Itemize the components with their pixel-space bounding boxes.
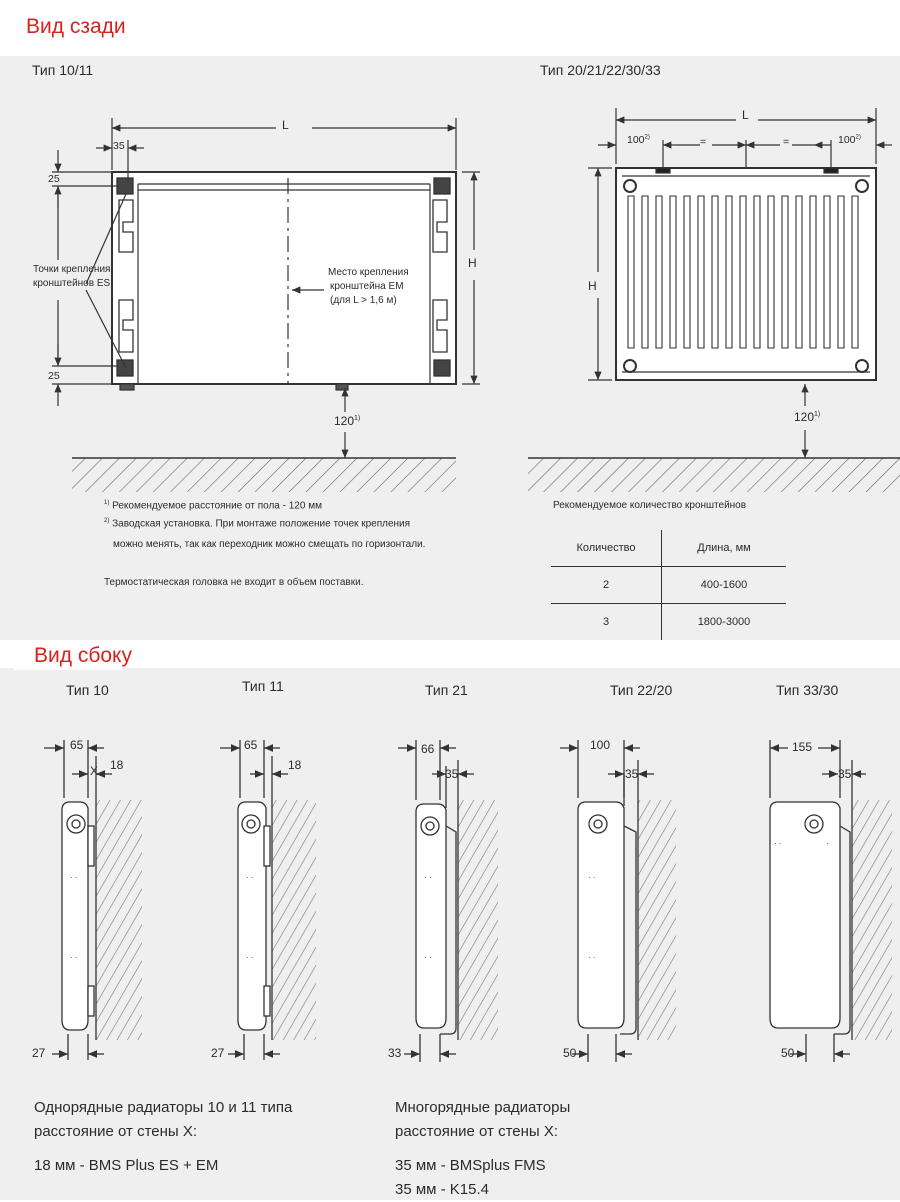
- side-type-10-dim-bottom: 27: [32, 1046, 46, 1060]
- rear-type-b-title: Тип 20/21/22/30/33: [540, 62, 661, 78]
- rear-type-a-title: Тип 10/11: [32, 62, 94, 78]
- brackets-table-title: Рекомендуемое количество кронштейнов: [553, 500, 747, 511]
- side-type-33-30-dim-top: 155: [792, 740, 813, 754]
- svg-text:· ·: · ·: [246, 953, 254, 962]
- rear-type-b-sup-right: 2): [855, 134, 861, 141]
- side-type-22-20-dim-top: 100: [590, 738, 611, 752]
- rear-type-a-dim-L: L: [282, 118, 289, 132]
- side-type-11-dim-bottom: 27: [211, 1046, 225, 1060]
- rear-type-b-dim-120: [794, 410, 820, 424]
- rear-type-a-dim-120-sup: 1): [354, 415, 361, 422]
- rear-type-b-eq-left: =: [700, 136, 707, 148]
- multi-row-line-2: расстояние от стены X:: [395, 1123, 559, 1140]
- brackets-table-cell: 1800-3000: [697, 616, 751, 628]
- brackets-table: [551, 530, 786, 640]
- side-type-10-dim-top: 65: [70, 738, 84, 752]
- side-type-10-dim-x: X: [90, 764, 99, 778]
- label-es-line-2: кронштейнов ES: [33, 278, 111, 289]
- brackets-table-cell: 3: [551, 604, 662, 641]
- rear-type-b-dim-L: L: [742, 108, 749, 122]
- footnote-1-text: Рекомендуемое расстояние от пола - 120 мм: [112, 500, 322, 512]
- side-type-10-dim-gap: 18: [110, 758, 124, 772]
- footnote-2-continued: можно менять, так как переходник можно смещать по горизонтали.: [113, 539, 426, 550]
- side-type-22-20-dim-gap: 35: [625, 767, 639, 781]
- footnote-2-marker: 2): [104, 518, 110, 524]
- multi-row-line-4: 35 мм - K15.4: [395, 1181, 490, 1198]
- single-row-line-2: расстояние от стены X:: [34, 1123, 198, 1140]
- side-type-10-title: Тип 10: [66, 682, 109, 698]
- rear-type-b-dim-100-left: [627, 134, 650, 146]
- multi-row-description: [395, 1096, 695, 1202]
- rear-type-b-sup-left: 2): [644, 134, 650, 141]
- rear-type-b-dim-120-value: 120: [794, 410, 815, 424]
- footnote-2: [104, 518, 410, 529]
- side-type-22-20-dim-bottom: 50: [563, 1046, 577, 1060]
- side-type-11-dim-top: 65: [244, 738, 258, 752]
- rear-type-b-dim-120-sup: 1): [814, 411, 821, 418]
- footnote-1: [104, 500, 322, 511]
- footnote-1-marker: 1): [104, 500, 110, 506]
- single-row-description: [34, 1096, 374, 1178]
- svg-text:· ·: · ·: [246, 873, 254, 882]
- rear-type-a-dim-120-value: 120: [334, 414, 355, 428]
- svg-text:· ·: · ·: [70, 873, 78, 882]
- brackets-table-header-qty: Количество: [551, 530, 662, 567]
- radiator-rear-type-20-33: [588, 108, 892, 458]
- side-type-21-title: Тип 21: [425, 682, 468, 698]
- rear-type-b-eq-right: =: [783, 136, 790, 148]
- side-type-21-dim-top: 66: [421, 742, 435, 756]
- side-type-33-30-dim-gap: 35: [838, 767, 852, 781]
- table-row: [551, 604, 786, 641]
- side-type-33-30-dim-bottom: 50: [781, 1046, 795, 1060]
- label-em-line-3: (для L > 1,6 м): [330, 295, 397, 306]
- svg-text:· ·: · ·: [70, 953, 78, 962]
- side-type-33-30: [770, 740, 892, 1062]
- svg-text:· ·: · ·: [424, 873, 432, 882]
- rear-type-b-dim-100-right: [838, 134, 861, 146]
- radiator-rear-type-10-11: [52, 118, 480, 458]
- thermo-note: Термостатическая головка не входит в объем поставки.: [104, 577, 364, 588]
- brackets-table-cell: 2: [551, 567, 662, 604]
- rear-type-a-dim-H: H: [468, 256, 477, 270]
- brackets-table-cell: 400-1600: [662, 567, 787, 604]
- side-type-11-title: Тип 11: [242, 678, 284, 694]
- single-row-line-3: 18 мм - BMS Plus ES + EM: [34, 1157, 219, 1174]
- rear-type-b-dim-100-right-value: 100: [838, 134, 856, 146]
- side-type-22-20: [560, 740, 676, 1062]
- side-type-21-dim-gap: 35: [445, 767, 459, 781]
- svg-text:· ·: · ·: [424, 953, 432, 962]
- table-row: [551, 567, 786, 604]
- side-type-10: [44, 740, 142, 1060]
- rear-type-a-dim-25-top: 25: [48, 173, 60, 185]
- label-es-line-1: Точки крепления: [33, 264, 111, 275]
- rear-type-a-dim-35: 35: [113, 140, 125, 152]
- label-em-line-1: Место крепления: [328, 267, 409, 278]
- side-type-11: [220, 740, 316, 1060]
- svg-text:· ·: · ·: [588, 873, 596, 882]
- floor-hatch-right: [528, 458, 900, 492]
- rear-type-a-dim-120: [334, 414, 360, 428]
- footnote-2-text: Заводская установка. При монтаже положение точек крепления: [112, 518, 411, 530]
- rear-type-b-dim-H: H: [588, 279, 597, 293]
- svg-text:· ·: · ·: [774, 839, 782, 848]
- brackets-table-header-length: Длина, мм: [662, 530, 787, 567]
- brackets-table-header-row: [551, 530, 786, 567]
- rear-type-b-dim-100-left-value: 100: [627, 134, 645, 146]
- svg-text:· ·: · ·: [588, 953, 596, 962]
- side-type-11-dim-gap: 18: [288, 758, 302, 772]
- multi-row-line-3: 35 мм - BMSplus FMS: [395, 1157, 546, 1174]
- rear-type-a-dim-25-bottom: 25: [48, 370, 60, 382]
- label-em-line-2: кронштейна EM: [330, 281, 404, 292]
- section-title-side: Вид сбоку: [34, 644, 132, 667]
- svg-text:·: ·: [826, 839, 829, 848]
- section-title-rear: Вид сзади: [26, 15, 126, 38]
- floor-hatch-left: [72, 458, 456, 492]
- side-type-33-30-title: Тип 33/30: [776, 682, 839, 698]
- side-type-22-20-title: Тип 22/20: [610, 682, 673, 698]
- multi-row-line-1: Многорядные радиаторы: [395, 1099, 571, 1116]
- side-type-21-dim-bottom: 33: [388, 1046, 402, 1060]
- side-type-21: [398, 740, 498, 1062]
- single-row-line-1: Однорядные радиаторы 10 и 11 типа: [34, 1099, 293, 1116]
